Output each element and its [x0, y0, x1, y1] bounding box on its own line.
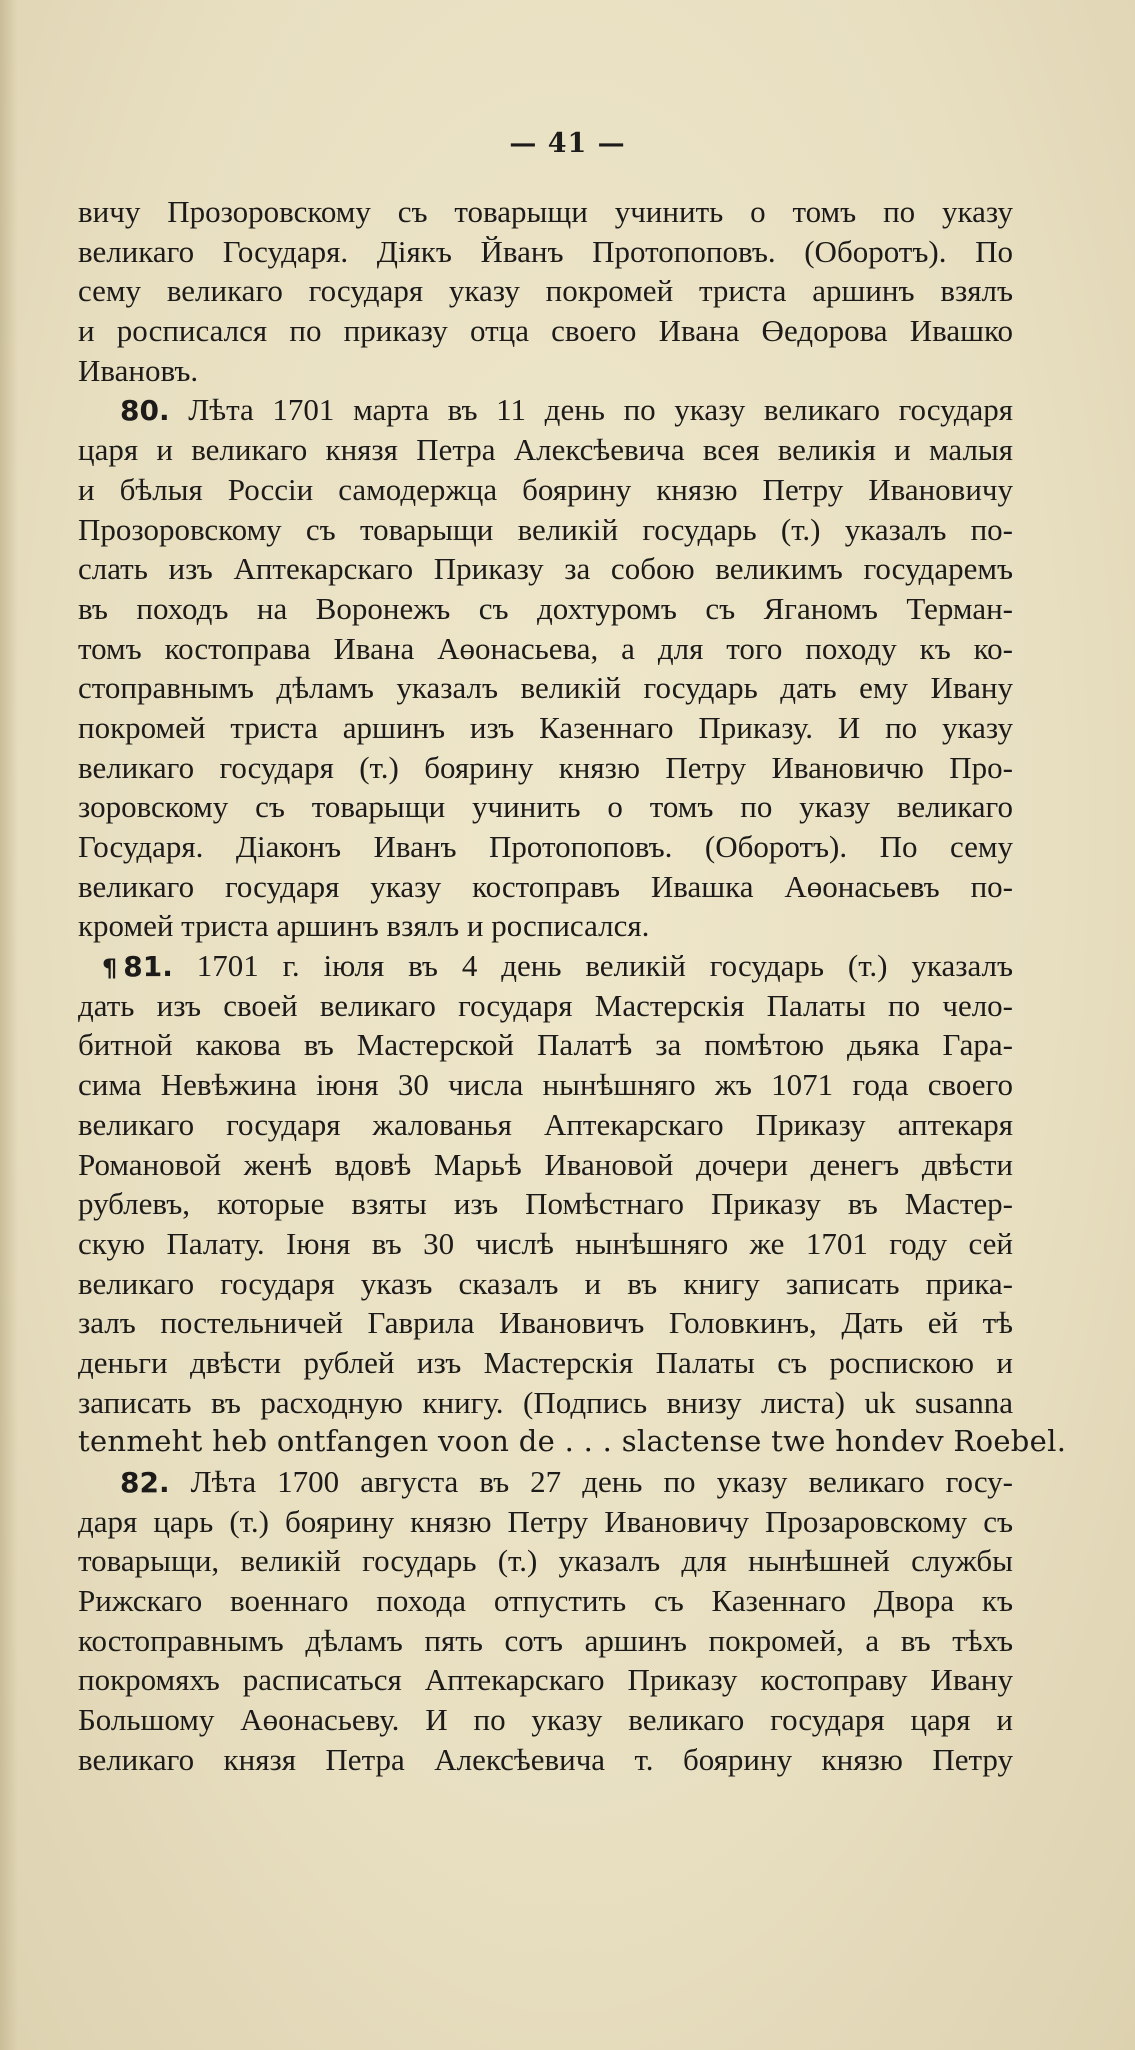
text-line: Прозоровскому съ товарыщи великій государь (т.) указалъ по-	[78, 511, 1013, 547]
text-line: великаго Государя. Діякъ Йванъ Протопоповъ. (Оборотъ). По	[78, 233, 1013, 269]
text-line: деньги двѣсти рублей изъ Мастерскія Палаты съ роспискою и	[78, 1344, 1013, 1380]
text-line: дать изъ своей великаго государя Мастерскія Палаты по чело-	[78, 987, 1013, 1023]
entry-number-80: 80.	[120, 394, 170, 428]
text-line: костоправнымъ дѣламъ пять сотъ аршинъ покромей, а въ тѣхъ	[78, 1622, 1013, 1658]
text-line: великаго государя (т.) боярину князю Петру Ивановичю Про-	[78, 749, 1013, 785]
text-line: 1701 г. іюля въ 4 день великій государь (т.) указалъ	[196, 948, 1013, 984]
text-line: томъ костоправа Ивана Аөонасьева, а для того походу къ ко-	[78, 630, 1013, 666]
text-line: царя и великаго князя Петра Алексѣевича всея великія и малыя	[78, 432, 1013, 468]
text-line: великаго государя указу костоправъ Ивашка Аөонасьевъ по-	[78, 868, 1013, 904]
text-line: Рижскаго военнаго похода отпустить съ Казеннаго Двора къ	[78, 1583, 1013, 1619]
text-line: покромей триста аршинъ изъ Казеннаго Приказу. И по указу	[78, 709, 1013, 745]
text-line: даря царь (т.) боярину князю Петру Ивановичу Прозаровскому съ	[78, 1503, 1013, 1539]
text-line: великаго князя Петра Алексѣевича т. боярину князю Петру	[78, 1741, 1013, 1777]
paragraph-marker: ¶	[102, 954, 118, 983]
text-line: кромей триста аршинъ взялъ и росписался.	[78, 908, 650, 944]
text-line: Лѣта 1701 марта въ 11 день по указу великаго государя	[188, 392, 1013, 428]
text-line: и бѣлыя Россіи самодержца боярину князю Петру Ивановичу	[78, 471, 1013, 507]
text-line: сему великаго государя указу покромей триста аршинъ взялъ	[78, 273, 1013, 309]
dutch-inscription-line: tenmeht heb ontfangen voon de . . . slactense twe hondev Roebel.	[78, 1424, 1067, 1459]
text-line: въ походъ на Воронежъ съ дохтуромъ съ Яганомъ Терман-	[78, 590, 1013, 626]
text-line: Большому Аөонасьеву. И по указу великаго государя царя и	[78, 1702, 1013, 1738]
text-line: рублевъ, которые взяты изъ Помѣстнаго Приказу въ Мастер-	[78, 1186, 1013, 1222]
entry-81-first-line	[78, 946, 1013, 986]
text-line: стоправнымъ дѣламъ указалъ великій государь дать ему Ивану	[78, 670, 1013, 706]
entry-82-first-line	[78, 1462, 1013, 1502]
text-line: битной какова въ Мастерской Палатѣ за помѣтою дьяка Гара-	[78, 1027, 1013, 1063]
page-edge-shadow	[0, 0, 18, 2050]
entry-number-81: 81.	[123, 950, 173, 984]
text-line: зоровскому съ товарыщи учинить о томъ по указу великаго	[78, 789, 1013, 825]
body-text	[78, 192, 1067, 1780]
text-line: слать изъ Аптекарскаго Приказу за собою великимъ государемъ	[78, 551, 1013, 587]
text-line: залъ постельничей Гаврила Ивановичъ Головкинъ, Дать ей тѣ	[78, 1305, 1013, 1341]
text-line: сима Невѣжина іюня 30 числа нынѣшняго жъ 1071 года своего	[78, 1067, 1013, 1103]
page-number: — 41 —	[509, 128, 626, 159]
text-line: покромяхъ расписаться Аптекарскаго Приказу костоправу Ивану	[78, 1662, 1013, 1698]
text-line: скую Палату. Іюня въ 30 числѣ нынѣшняго же 1701 году сей	[78, 1225, 1013, 1261]
text-line: великаго государя указъ сказалъ и въ книгу записать прика-	[78, 1265, 1013, 1301]
text-line: и росписался по приказу отца своего Ивана Өедорова Ивашко	[78, 313, 1013, 349]
text-line: записать въ расходную книгу. (Подпись внизу листа) uk susanna	[78, 1384, 1013, 1420]
text-line: Лѣта 1700 августа въ 27 день по указу великаго госу-	[190, 1464, 1013, 1499]
text-line: великаго государя жалованья Аптекарскаго Приказу аптекаря	[78, 1106, 1013, 1142]
entry-80-first-line	[78, 390, 1013, 430]
text-line: Романовой женѣ вдовѣ Марьѣ Ивановой дочери денегъ двѣсти	[78, 1146, 1013, 1182]
text-line: вичу Прозоровскому съ товарыщи учинить о томъ по указу	[78, 194, 1013, 229]
text-line: Ивановъ.	[78, 352, 199, 388]
text-line: товарыщи, великій государь (т.) указалъ для нынѣшней службы	[78, 1543, 1013, 1579]
entry-number-82: 82.	[120, 1466, 170, 1499]
text-line: Государя. Діаконъ Иванъ Протопоповъ. (Оборотъ). По сему	[78, 829, 1013, 864]
